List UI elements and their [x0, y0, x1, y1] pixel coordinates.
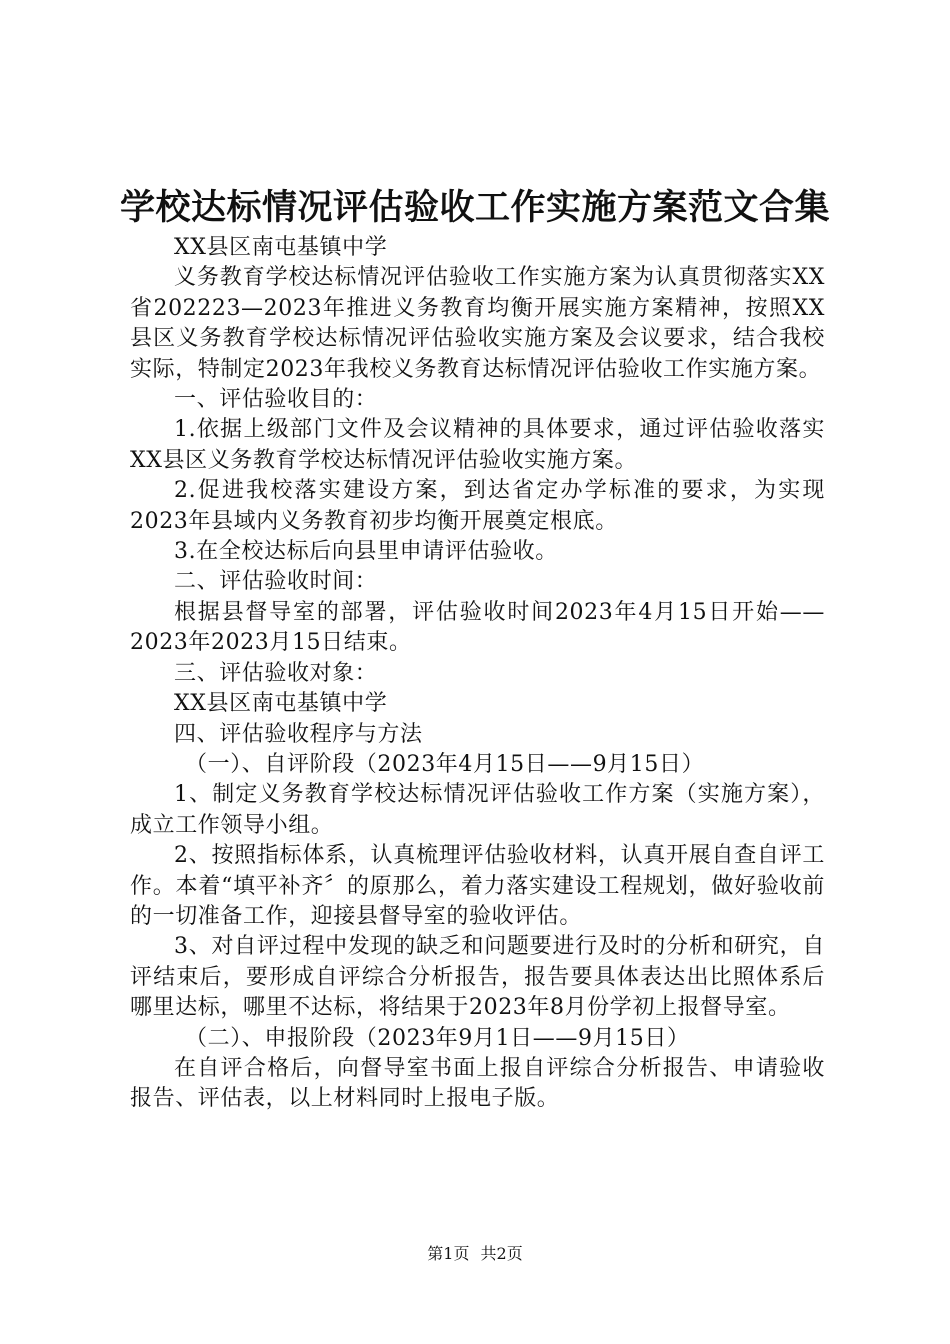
page-total: 共2页 [480, 1244, 523, 1263]
school-name: XX县区南屯基镇中学 [174, 235, 388, 260]
application-paragraph: 在自评合格后，向督导室书面上报自评综合分析报告、申请验收报告、评估表，以上材料同时上报电子版。 [130, 1055, 825, 1112]
self-eval-item-3: 3、对自评过程中发现的缺乏和问题要进行及时的分析和研究，自评结束后，要形成自评综合分析报告，报告要具体表达出比照体系后哪里达标，哪里不达标，将结果于2023年8月份学初上报督导室。 [130, 934, 825, 1021]
page-footer [0, 1243, 950, 1265]
section-heading-procedure: 四、评估验收程序与方法 [174, 721, 423, 747]
time-paragraph: 根据县督导室的部署，评估验收时间2023年4月15日开始——2023年2023月15日结束。 [130, 599, 825, 656]
intro-paragraph: 义务教育学校达标情况评估验收工作实施方案为认真贯彻落实XX省202223—2023年推进义务教育均衡开展实施方案精神，按照XX县区义务教育学校达标情况评估验收实施方案及会议要求，结合我校实际，特制定2023年我校义务教育达标情况评估验收工作实施方案。 [130, 265, 825, 382]
section-heading-time: 二、评估验收时间： [174, 569, 378, 595]
document-title: 学校达标情况评估验收工作实施方案范文合集 [119, 188, 830, 228]
page-number: 第1页 [427, 1244, 470, 1263]
target-paragraph: XX县区南屯基镇中学 [174, 691, 388, 717]
purpose-item-2: 2.促进我校落实建设方案，到达省定办学标准的要求，为实现2023年县域内义务教育初步均衡开展奠定根底。 [130, 478, 825, 534]
self-eval-item-2: 2、按照指标体系，认真梳理评估验收材料，认真开展自查自评工作。本着“填平补齐〞的原那么，着力落实建设工程规划，做好验收前的一切准备工作，迎接县督导室的验收评估。 [130, 843, 825, 929]
stage-heading-self-evaluation: （一）、自评阶段（2023年4月15日——9月15日） [185, 751, 705, 777]
section-heading-target: 三、评估验收对象： [174, 660, 378, 686]
document-body [130, 233, 825, 1115]
self-eval-item-1: 1、制定义务教育学校达标情况评估验收工作方案（实施方案），成立工作领导小组。 [130, 782, 825, 838]
purpose-item-3: 3.在全校达标后向县里申请评估验收。 [174, 539, 558, 565]
purpose-item-1: 1.依据上级部门文件及会议精神的具体要求，通过评估验收落实XX县区义务教育学校达标情况评估验收实施方案。 [130, 417, 825, 473]
stage-heading-application: （二）、申报阶段（2023年9月1日——9月15日） [185, 1025, 690, 1051]
section-heading-purpose: 一、评估验收目的： [174, 387, 378, 413]
